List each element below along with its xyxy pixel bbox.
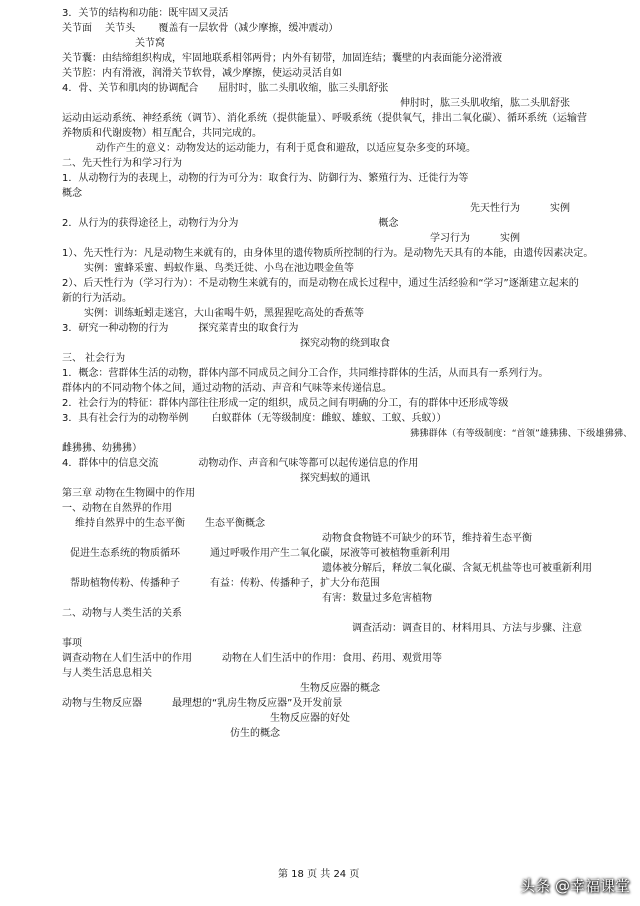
text-line: 帮助植物传粉、传播种子 有益：传粉、传播种子，扩大分布范围	[70, 578, 380, 589]
text-line: 调查活动：调查目的、材料用具、方法与步骤、注意	[352, 623, 582, 634]
text-line: 遗体被分解后，释放二氧化碳、含氮无机盐等也可被重新利用	[322, 563, 592, 574]
text-line: 生物反应器的好处	[270, 713, 350, 724]
text-line: 4．骨、关节和肌肉的协调配合 屈肘时，肱二头肌收缩，肱三头肌舒张	[62, 83, 389, 94]
text-line: 动作产生的意义：动物发达的运动能力，有利于觅食和避敌，以适应复杂多变的环境。	[96, 143, 476, 154]
text-line: 1．概念：营群体生活的动物，群体内部不同成员之间分工合作，共同维持群体的生活，从而具有一系列行为。	[62, 368, 549, 379]
text-line: 实例：训练蚯蚓走迷宫，大山雀喝牛奶，黑猩猩吃高处的香蕉等	[84, 308, 364, 319]
text-line: 2）、后天性行为（学习行为）：不是动物生来就有的，而是动物在成长过程中，通过生活经验和“学习”逐渐建立起来的	[62, 278, 579, 289]
text-line: 先天性行为 实例	[470, 203, 570, 214]
text-line: 促进生态系统的物质循环 通过呼吸作用产生二氧化碳，尿液等可被植物重新利用	[70, 548, 450, 559]
text-line: 探究动物的绕到取食	[300, 338, 390, 349]
text-line: 关节囊：由结缔组织构成，牢固地联系相邻两骨；内外有韧带，加固连结；囊壁的内表面能分泌滑液	[62, 53, 502, 64]
watermark: 头条 @幸福课堂	[520, 877, 630, 895]
page-footer: 第 18 页 共 24 页	[278, 869, 360, 880]
text-line: 2．社会行为的特征：群体内部往往形成一定的组织，成员之间有明确的分工，有的群体中还形成等级	[62, 398, 509, 409]
text-line: 动物食食物链不可缺少的环节，维持着生态平衡	[322, 533, 532, 544]
text-line: 动物与生物反应器 最理想的“乳房生物反应器”及开发前景	[62, 698, 343, 709]
text-line: 3．具有社会行为的动物举例 白蚁群体（无等级制度：雌蚁、雄蚁、工蚁、兵蚁））	[62, 413, 447, 424]
text-line: 伸肘时，肱三头肌收缩，肱二头肌舒张	[400, 98, 570, 109]
text-line: 有害：数量过多危害植物	[322, 593, 432, 604]
text-line: 第三章 动物在生物圈中的作用	[62, 488, 196, 499]
text-line: 实例：蜜蜂采蜜、蚂蚁作巢、鸟类迁徙、小鸟在池边喂金鱼等	[84, 263, 354, 274]
text-line: 仿生的概念	[230, 728, 280, 739]
text-line: 三、 社会行为	[62, 353, 126, 364]
text-line: 1）、先天性行为：凡是动物生来就有的，由身体里的遗传物质所控制的行为。是动物先天具有的本能，由遗传因素决定。	[62, 248, 594, 259]
text-line: 事项	[62, 638, 82, 649]
text-line: 概念	[62, 188, 82, 199]
text-line: 狒狒群体（有等级制度：“首领”雄狒狒、下级雄狒狒、	[410, 428, 633, 439]
text-line: 3．研究一种动物的行为 探究菜青虫的取食行为	[62, 323, 299, 334]
text-line: 新的行为活动。	[62, 293, 132, 304]
text-line: 关节面 关节头 覆盖有一层软骨（减少摩擦，缓冲震动）	[62, 23, 339, 34]
text-line: 与人类生活息息相关	[62, 668, 152, 679]
text-line: 3．关节的结构和功能：既牢固又灵活	[62, 8, 229, 19]
text-line: 4．群体中的信息交流 动物动作、声音和气味等都可以起传递信息的作用	[62, 458, 419, 469]
text-line: 雌狒狒、幼狒狒）	[62, 443, 142, 454]
text-line: 维持自然界中的生态平衡 生态平衡概念	[75, 518, 265, 529]
text-line: 二、动物与人类生活的关系	[62, 608, 182, 619]
text-line: 生物反应器的概念	[300, 683, 380, 694]
text-line: 养物质和代谢废物）相互配合，共同完成的。	[62, 128, 262, 139]
text-line: 关节腔：内有滑液，润滑关节软骨，减少摩擦，使运动灵活自如	[62, 68, 342, 79]
text-line: 探究蚂蚁的通讯	[300, 473, 370, 484]
text-line: 学习行为 实例	[430, 233, 520, 244]
text-line: 调查动物在人们生活中的作用 动物在人们生活中的作用：食用、药用、观赏用等	[62, 653, 442, 664]
text-line: 2．从行为的获得途径上，动物行为分为 概念	[62, 218, 399, 229]
text-line: 运动由运动系统、神经系统（调节）、消化系统（提供能量）、呼吸系统（提供氧气，排出二氧化碳）、循环系统（运输营	[62, 113, 587, 124]
text-line: 1．从动物行为的表现上，动物的行为可分为：取食行为、防御行为、繁殖行为、迁徙行为等	[62, 173, 469, 184]
text-line: 关节窝	[135, 38, 165, 49]
text-line: 二、先天性行为和学习行为	[62, 158, 182, 169]
text-line: 群体内的不同动物个体之间，通过动物的活动、声音和气味等来传递信息。	[62, 383, 392, 394]
text-line: 一、动物在自然界的作用	[62, 503, 172, 514]
